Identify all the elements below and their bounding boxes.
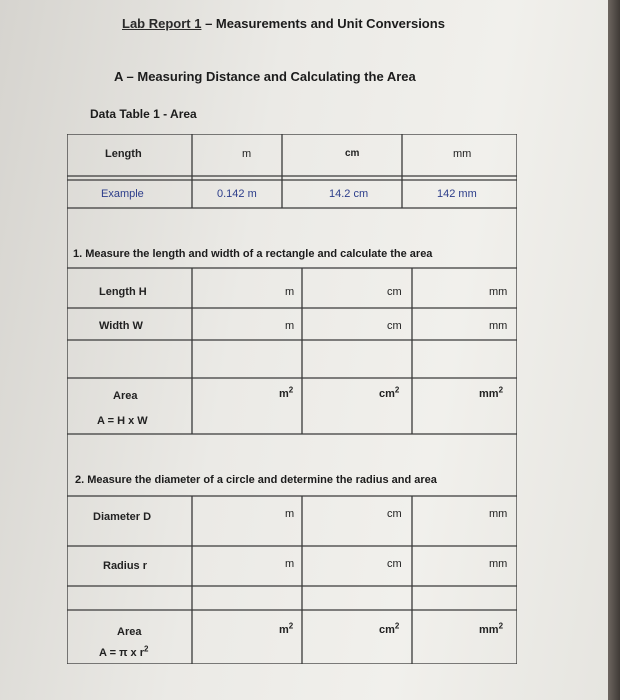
unit-header-m: m bbox=[242, 148, 252, 160]
width-w-unit-cm: cm bbox=[387, 320, 402, 332]
circle-area-unit-mm2: $mm^2$ bbox=[479, 621, 504, 636]
report-title bbox=[122, 16, 445, 31]
radius-r-label: Radius r bbox=[103, 560, 148, 572]
question-1-text: 1. Measure the length and width of a rectangle and calculate the area bbox=[73, 248, 433, 260]
question-2-text: 2. Measure the diameter of a circle and determine the radius and area bbox=[75, 474, 437, 486]
example-value-cm: 14.2 cm bbox=[329, 188, 369, 200]
example-value-m: 0.142 m bbox=[217, 188, 257, 200]
length-row-label: Length bbox=[105, 148, 142, 160]
length-h-unit-cm: cm bbox=[387, 286, 402, 298]
circle-area-label: Area bbox=[117, 626, 142, 638]
section-heading: A – Measuring Distance and Calculating the Area bbox=[114, 69, 416, 84]
report-title-number: Lab Report 1 bbox=[122, 16, 202, 31]
data-table-title: Data Table 1 - Area bbox=[90, 107, 197, 121]
rect-area-unit-mm2: $mm^2$ bbox=[479, 385, 504, 400]
circle-area-unit-cm2: $cm^2$ bbox=[379, 621, 400, 636]
width-w-unit-mm: mm bbox=[489, 320, 508, 332]
length-h-unit-mm: mm bbox=[489, 286, 508, 298]
rect-area-label: Area bbox=[113, 390, 138, 402]
rect-area-unit-m2: $m^2$ bbox=[279, 385, 294, 400]
radius-unit-mm: mm bbox=[489, 558, 508, 570]
page-edge-shadow bbox=[608, 0, 620, 700]
width-w-unit-m: m bbox=[285, 320, 295, 332]
example-row-label: Example bbox=[101, 188, 144, 200]
radius-unit-cm: cm bbox=[387, 558, 402, 570]
example-value-mm: 142 mm bbox=[437, 188, 477, 200]
data-table-1 bbox=[67, 134, 517, 664]
rect-area-unit-cm2: $cm^2$ bbox=[379, 385, 400, 400]
diameter-unit-cm: cm bbox=[387, 508, 402, 520]
circle-area-unit-m2: $m^2$ bbox=[279, 621, 294, 636]
length-h-label: Length H bbox=[99, 286, 147, 298]
width-w-label: Width W bbox=[99, 320, 143, 332]
length-h-unit-m: m bbox=[285, 286, 295, 298]
unit-header-mm: mm bbox=[453, 148, 472, 160]
diameter-unit-m: m bbox=[285, 508, 295, 520]
diameter-d-label: Diameter D bbox=[93, 511, 152, 523]
radius-unit-m: m bbox=[285, 558, 295, 570]
diameter-unit-mm: mm bbox=[489, 508, 508, 520]
circle-area-formula: A = π x $r^2$ bbox=[99, 644, 149, 659]
rect-area-formula: A = H x W bbox=[97, 415, 148, 427]
unit-header-cm: cm bbox=[345, 148, 360, 159]
report-title-text: – Measurements and Unit Conversions bbox=[201, 16, 445, 31]
